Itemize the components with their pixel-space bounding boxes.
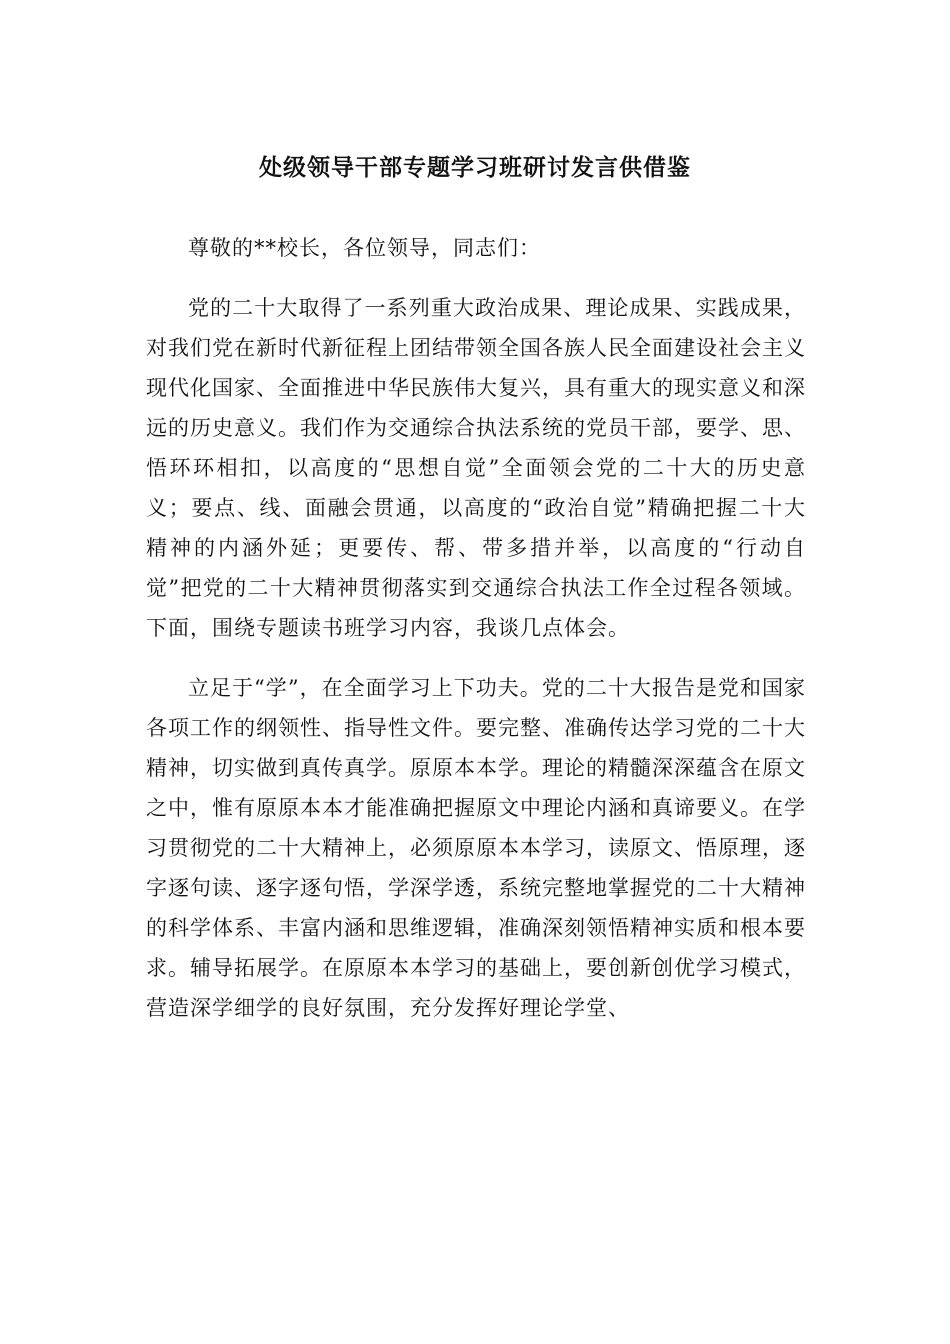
body-paragraph: 立足于“学”，在全面学习上下功夫。党的二十大报告是党和国家各项工作的纲领性、指导性文件。要完整、准确传达学习党的二十大精神，切实做到真传真学。原原本本学。理论的精髓深深蕴含在原文之中，惟有原原本本才能准确把握原文中理论内涵和真谛要义。在学习贯彻党的二十大精神上，必须原原本本学习，读原文、悟原理，逐字逐句读、逐字逐句悟，学深学透，系统完整地掌握党的二十大精神的科学体系、丰富内涵和思维逻辑，准确深刻领悟精神实质和根本要求。辅导拓展学。在原原本本学习的基础上，要创新创优学习模式，营造深学细学的良好氛围，充分发挥好理论学堂、	[146, 676, 806, 1020]
document-title: 处级领导干部专题学习班研讨发言供借鉴	[259, 154, 691, 181]
document-body	[146, 228, 806, 1048]
salutation-paragraph: 尊敬的**校长，各位领导，同志们：	[188, 236, 541, 260]
body-paragraph: 党的二十大取得了一系列重大政治成果、理论成果、实践成果，对我们党在新时代新征程上团结带领全国各族人民全面建设社会主义现代化国家、全面推进中华民族伟大复兴，具有重大的现实意义和深远的历史意义。我们作为交通综合执法系统的党员干部，要学、思、悟环环相扣，以高度的“思想自觉”全面领会党的二十大的历史意义；要点、线、面融会贯通，以高度的“政治自觉”精确把握二十大精神的内涵外延；更要传、帮、带多措并举，以高度的“行动自觉”把党的二十大精神贯彻落实到交通综合执法工作全过程各领域。下面，围绕专题读书班学习内容，我谈几点体会。	[146, 296, 806, 640]
